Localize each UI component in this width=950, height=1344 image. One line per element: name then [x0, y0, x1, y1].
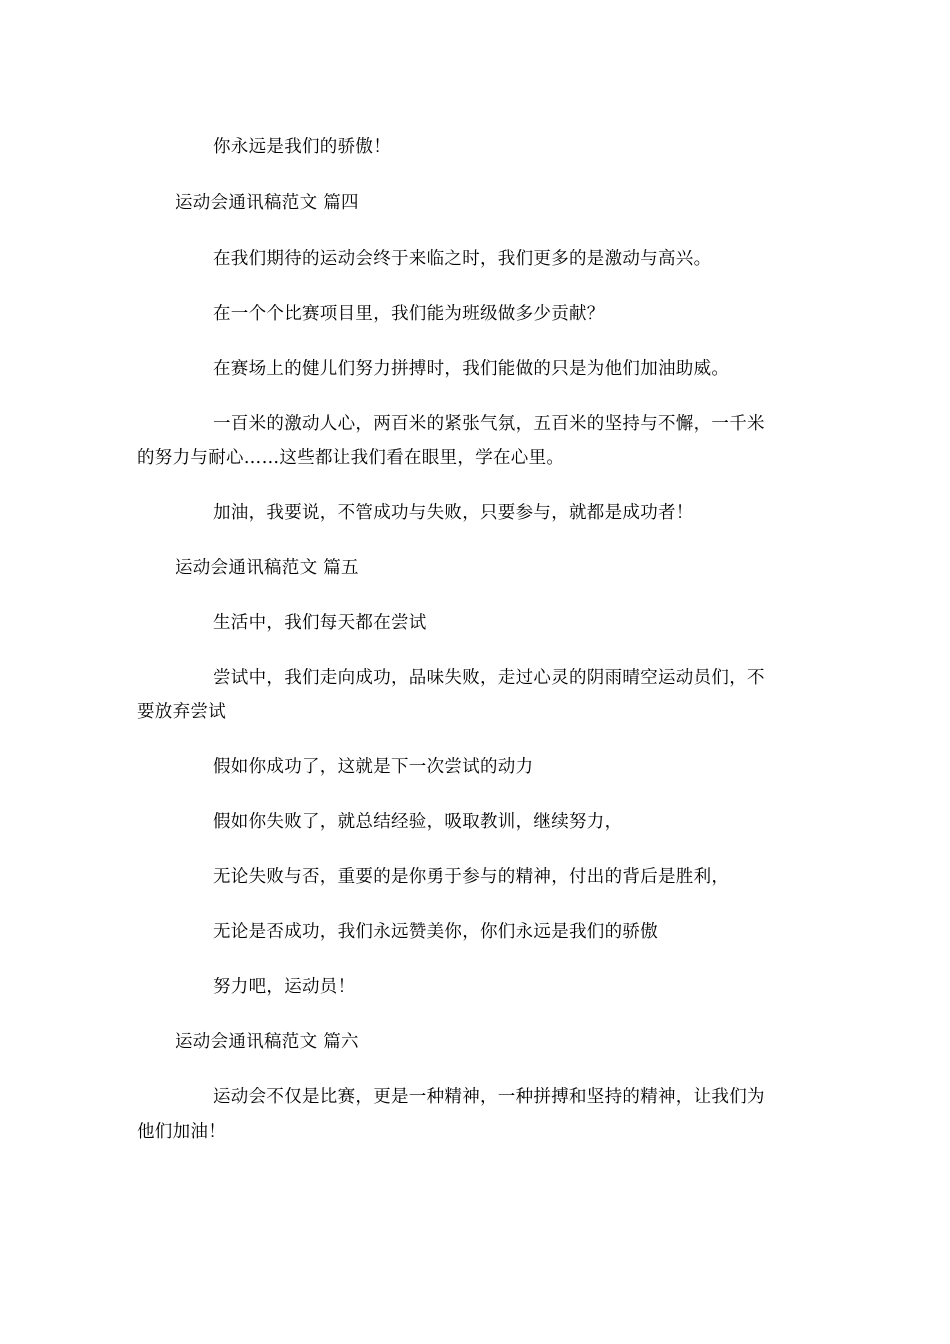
paragraph-line: 假如你成功了，这就是下一次尝试的动力 [213, 757, 534, 777]
paragraph-line-continued: 要放弃尝试 [137, 702, 226, 722]
section-heading-5: 运动会通讯稿范文 篇五 [175, 558, 359, 578]
section-heading-6: 运动会通讯稿范文 篇六 [175, 1032, 359, 1052]
paragraph-line: 在我们期待的运动会终于来临之时，我们更多的是激动与高兴。 [213, 249, 712, 269]
paragraph-line: 尝试中，我们走向成功，品味失败，走过心灵的阴雨晴空运动员们，不 [213, 668, 765, 688]
paragraph-line: 在赛场上的健儿们努力拼搏时，我们能做的只是为他们加油助威。 [213, 359, 730, 379]
paragraph-line-continued: 他们加油！ [137, 1122, 226, 1142]
paragraph-line: 你永远是我们的骄傲！ [213, 137, 391, 157]
paragraph-line: 努力吧，运动员！ [213, 977, 356, 997]
paragraph-line: 生活中，我们每天都在尝试 [213, 613, 427, 633]
paragraph-line: 假如你失败了，就总结经验，吸取教训，继续努力， [213, 812, 623, 832]
paragraph-line-continued: 的努力与耐心……这些都让我们看在眼里，学在心里。 [137, 448, 565, 468]
paragraph-line: 在一个个比赛项目里，我们能为班级做多少贡献？ [213, 304, 605, 324]
section-heading-4: 运动会通讯稿范文 篇四 [175, 193, 359, 213]
paragraph-line: 加油，我要说，不管成功与失败，只要参与，就都是成功者！ [213, 503, 694, 523]
paragraph-line: 无论失败与否，重要的是你勇于参与的精神，付出的背后是胜利， [213, 867, 730, 887]
paragraph-line: 运动会不仅是比赛，更是一种精神，一种拼搏和坚持的精神，让我们为 [213, 1087, 765, 1107]
paragraph-line: 无论是否成功，我们永远赞美你，你们永远是我们的骄傲 [213, 922, 658, 942]
paragraph-line: 一百米的激动人心，两百米的紧张气氛，五百米的坚持与不懈，一千米 [213, 414, 765, 434]
